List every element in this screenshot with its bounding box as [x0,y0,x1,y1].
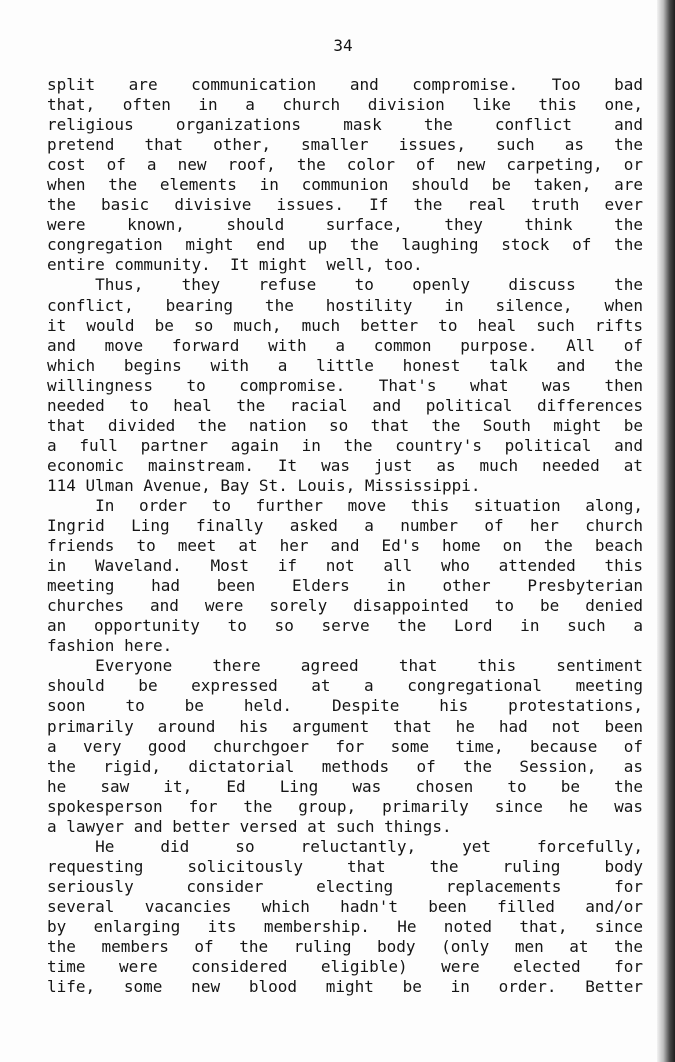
text-line: it would be so much, much better to heal such rifts [47,315,643,335]
text-line: split are communication and compromise. Too bad [47,75,643,94]
text-line: He did so reluctantly, yet forcefully, [95,836,643,856]
text-line: a full partner again in the country's political and [47,435,643,455]
text-line: a very good churchgoer for some time, because of [47,736,643,756]
text-line: were known, should surface, they think the [47,215,643,235]
text-line: the basic divisive issues. If the real truth ever [47,195,643,215]
text-line: he saw it, Ed Ling was chosen to be the [47,776,643,796]
text-line: by enlarging its membership. He noted that, since [47,916,643,936]
text-line: the rigid, dictatorial methods of the Session, as [47,756,643,776]
text-line: Thus, they refuse to openly discuss the [95,275,643,295]
text-line: churches and were sorely disappointed to be denied [47,596,643,616]
text-line: spokesperson for the group, primarily since he was [47,796,643,816]
text-line: several vacancies which hadn't been filled and/or [47,896,643,916]
text-line: meeting had been Elders in other Presbyterian [47,576,643,596]
text-line: friends to meet at her and Ed's home on the beach [47,536,643,556]
text-line: time were considered eligible) were elected for [47,957,643,977]
text-line: congregation might end up the laughing stock of the [47,235,643,255]
text-line: a lawyer and better versed at such things. [47,816,452,836]
body-text [47,75,643,997]
text-line: when the elements in communion should be taken, are [47,175,643,195]
text-line: entire community. It might well, too. [47,255,423,275]
text-line: which begins with a little honest talk and the [47,355,643,375]
text-line: an opportunity to so serve the Lord in such a [47,616,643,636]
text-line: and move forward with a common purpose. All of [47,335,643,355]
text-line: should be expressed at a congregational meeting [47,676,643,696]
text-line: requesting solicitously that the ruling body [47,856,643,876]
text-line: in Waveland. Most if not all who attended this [47,556,643,576]
text-line: Ingrid Ling finally asked a number of her church [47,516,643,536]
text-line: fashion here. [47,636,173,656]
text-line: primarily around his argument that he had not been [47,716,643,736]
text-line: Everyone there agreed that this sentiment [95,656,643,676]
binding-shadow [657,0,675,1062]
text-line: that divided the nation so that the South might be [47,415,643,435]
text-line: economic mainstream. It was just as much needed at [47,455,643,475]
text-line: willingness to compromise. That's what was then [47,375,643,395]
text-line: seriously consider electing replacements for [47,876,643,896]
page-number: 34 [333,36,353,55]
text-line: cost of a new roof, the color of new carpeting, or [47,155,643,175]
text-line: 114 Ulman Avenue, Bay St. Louis, Mississippi. [47,475,481,495]
text-line: that, often in a church division like this one, [47,95,643,115]
text-line: pretend that other, smaller issues, such as the [47,135,643,155]
text-line: conflict, bearing the hostility in silence, when [47,295,643,315]
text-line: needed to heal the racial and political differences [47,395,643,415]
text-line: life, some new blood might be in order. Better [47,977,643,997]
text-line: religious organizations mask the conflict and [47,115,643,135]
text-line: In order to further move this situation along, [95,495,643,515]
text-line: the members of the ruling body (only men at the [47,937,643,957]
text-line: soon to be held. Despite his protestations, [47,696,643,716]
